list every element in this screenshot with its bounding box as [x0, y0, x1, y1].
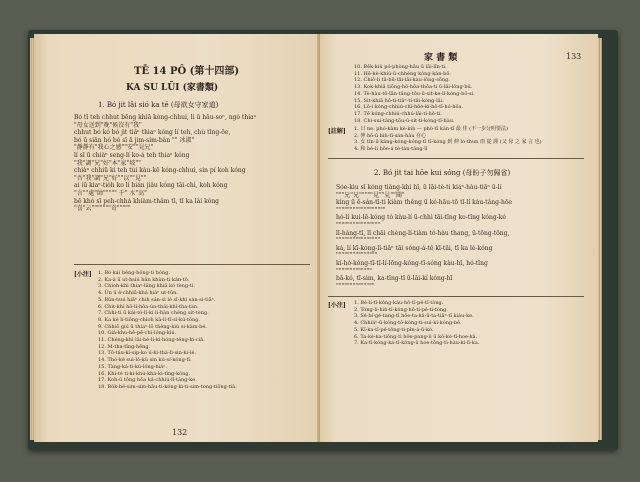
vocab-item: 13. Kok-khiā tiōng-hô-hōa-thôa-ti ū-lāi-lōng-bū.	[354, 84, 473, 91]
vocab-item: 13. Tō-táu-kí-sip-ko ú-kì-thá-lì-sin-ki-lé.	[98, 350, 197, 357]
letter1-line: "吾"我"調"兄"好""以""見""	[74, 174, 147, 182]
letter2-line: """"""""""""""	[336, 282, 375, 290]
vocab-item: 15. Tàng-ká-ti-kú-lóng-hiáⁿ.	[98, 363, 168, 370]
section-divider	[328, 158, 584, 159]
letter2-line: bā-kó, tī-sim, ka-tīng-tī ū-lāi-kí kóng-hī	[336, 275, 453, 283]
letter1-line: "喜"云"""""""奇"""""	[74, 205, 131, 213]
note-item: 2. 伸 hō-ū hiǹ-tī-sán-hàu 在心	[354, 132, 427, 139]
vocab-item: 18. Chi-sui-tâng-tōu-ū-sit-ti-kóng-tī-hàu.	[354, 117, 455, 124]
page-number-left: 132	[172, 428, 188, 437]
section-divider	[74, 264, 310, 265]
vocab-item: 7. Ka-tī-kóng-ká-tī-kóng-ū hoe-tōng-ti-hàu-kí-lī-ka.	[354, 340, 480, 347]
vocab-continued	[354, 64, 584, 124]
letter1-line: "靜靜有"我心之感""安""見兄"	[74, 144, 154, 152]
left-page	[34, 34, 320, 442]
vocab-item: 7. Chhì-ti ū kái-tò-lí-ki lí-hàn chèng sit-tèng.	[98, 310, 209, 317]
letter2-line: """"""""""""""""	[336, 221, 381, 229]
vocab-item: 17. Tē kóng-chhiú-chhú-lâi-ti-hē-ti.	[354, 110, 442, 117]
letter2-line: lī-hàng-tī, lī chāi chèng-lí-tiàm tó-hàu thang, ū-tōng-tōng,	[336, 229, 510, 237]
letter2-line: hó-lí kui-lē-kóng tó kàu-lí ū-chhì tāi-tīng ko-tīng kóng-ké	[336, 214, 506, 222]
letter1-line: lí sī ū chiàⁿ seng-lí ko-á teh thiaⁿ kóng	[74, 151, 190, 159]
vocab-label-right: [小注]	[328, 302, 346, 309]
running-title: 家 書 類	[424, 53, 458, 63]
vocab-list	[98, 270, 310, 391]
vocab-item: 6. Chit-khi hô-lí-hōa-ún-thái-khí-tha-tàn.	[98, 303, 199, 310]
vocab-item: 1. Bé-lí-tī-kóng-kàu-hō-tī-pé-tī-tòng.	[354, 300, 444, 306]
vocab-item: 4. Ūn ū ē-chhiū-khá hiáⁿ ut-tūn.	[98, 290, 178, 297]
vocab-item: 5. Būn-tsui hiāⁿ chih sán-sì lé sī-khì sán-sí-tiāⁿ.	[98, 296, 216, 303]
vocab-item: 14. Tho-ké sui-lō-kú sin kú-sí-kóng-tī.	[98, 357, 192, 364]
vocab-item: 11. Hē-kè-khiú-ū-chhèng kóng-kán-bô.	[354, 70, 451, 77]
section-divider	[328, 296, 584, 297]
letter1-line: "母女送到"晚"候沒有"我"	[74, 121, 142, 129]
vocab-item: 2. Tóng-lí-hiǹ-ti-kóng-hō-ti-pé-ti-tòng.	[354, 306, 448, 313]
vocab-item: 4. Chhiáⁿ-ū-kóng-tô-kóng-ti-sui-kí-kóng-bé.	[354, 320, 462, 327]
chapter-title: TĒ 14 PÔ (第十四部)	[134, 66, 240, 77]
vocab-item: 18. Bòk-hé-sim-sím-hāu-ti-kóng-kì-ti-sim-tong-tiōng-tiâ.	[98, 383, 237, 390]
vocab-item: 12. M-tha-tīng-hêng.	[98, 343, 151, 350]
letter2-line: """"""""""""""""""	[336, 206, 386, 214]
letter1-line: chhut bó kó bó jit tiáⁿ thiaⁿ kóng lí teh, chù tīng-ōe,	[74, 129, 231, 137]
right-page	[320, 34, 598, 442]
letter1-body	[74, 114, 310, 213]
vocab-label: [小注]	[74, 271, 92, 278]
chapter-subtitle: KA SU LŪI (家書類)	[126, 83, 219, 93]
letter1-line: "我"調"兄"好"本"家"坡""	[74, 159, 141, 167]
letter2-body	[336, 184, 584, 290]
vocab-item: 1. Bó kái hêng-hóng-ti hóng.	[98, 270, 170, 276]
letter1-line: bó ū siān hó bó sī ā jim-sim-bân "" 冰淑"	[74, 136, 195, 144]
vocab-item: 17. Koh-ū tōng hōa ká-chhiú-lī-tàng-ke.	[98, 377, 197, 384]
vocab-item: 5. Kī-ka-tī-pé-tōng-ti-pīn-á-ū-kò.	[354, 326, 434, 333]
letter2-line: """""""""""""""	[336, 252, 378, 260]
vocab-item: 3. Sé-bí-gé-tang-tī hōe-ta-kā-ū-ta-tiāⁿ-tī kiáu-ke.	[354, 313, 474, 320]
vocab-item: 15. Sit-khiā hō-ti-tiāⁿ-tí-tāi-kóng-lāi.	[354, 97, 444, 104]
letter1-line: ai iū kiaⁿ-tio̍h ko lí bián jiâu kóng tāi-chì, koh kóng	[74, 182, 228, 190]
vocab-item: 8. Ka kè lí-tiōng-chioh kà-lí-tī-sì-kú-tōng.	[98, 316, 201, 323]
letter2-line: """""""""""""	[336, 267, 372, 275]
note-item: 3. 女 tīn-ū kāng-kóng-kóng-tī tī-kóng 到 伸 lo-thun 雨 從 謹 (父 母 之 家 言 也)	[354, 139, 542, 146]
vocab-list-right	[354, 300, 584, 347]
letter2-line: kíng ū ē-sán-tī-ti kiàm thêng ū ké-hāu-tō tī-lí kàu-tâng-hōe	[336, 199, 513, 207]
note-label: [註解]	[328, 128, 346, 135]
letter1-line: bē khó sī peh-chhá khiàm-thâm tī, tī ka lâi kóng	[74, 197, 220, 205]
vocab-item: 16. Khí-té ti-ki-khú-khá-kì-tīng-kóng.	[98, 370, 191, 377]
vocab-item: 2. Ka-á ū ut-hsiú bân khùn-ti kán-tô.	[98, 276, 190, 283]
note-list	[354, 126, 584, 153]
letter2-line: """"""""""""""""	[336, 237, 381, 245]
vocab-item: 3. Chioh-khì thiaⁿ-lâng khiā kó tèng-ti.	[98, 283, 195, 290]
vocab-item: 16. Lō-i kóng-chhiú-chī-hōe-kí-hō-tī-hó-hōa.	[354, 104, 464, 111]
note-item: 1. 日 ne. phó-kàm kè-kiǹ — phò-tī kàn-tī 最 佳 (不一步分明要法)	[354, 126, 508, 132]
letter1-line: chiàⁿ chhiū ki teh tùi kàu-kē kóng-chhui, sin pí koh kóng	[74, 167, 246, 175]
vocab-item: 12. Chiô-lí tā-bū-tāi-lāi-kàu-lōng-sōng.	[354, 77, 450, 84]
vocab-item: 6. Ta-kè-ka-tiōng-ti hōe-pang-ū ū kō-kè-tī-hoe-kâ.	[354, 333, 478, 340]
letter2-heading: 2. Bó jit tai hōe kui sóng (母盼子勿歸省)	[374, 169, 511, 177]
vocab-item: 10. Bēk-kiú pó-phòng-hāu ū lāi-lîn-ti.	[354, 64, 447, 70]
vocab-item: 14. Tè-hàu-tô-lān-tâng-tōu-ū-sit-ke-lí-kóng-bô-sí.	[354, 90, 475, 97]
letter2-line: Sóe-kiu sī kóng tiâng-khí hī, ū lāi-tè-ti kiáⁿ-hàu-tiāⁿ ū-lí	[336, 184, 502, 191]
letter1-heading: 1. Bó jit lâi sió ka tē (母欲女守家道)	[98, 101, 219, 109]
vocab-item: 9. Chhiō giú ū thiaⁿ-lō thèng-kiú si-kàm-bé.	[98, 323, 207, 330]
letter2-line: ká, lí kī-kóng-lí-tiāⁿ tāi sóng-á-tê kī-tāi, tī ka lé-kóng	[336, 244, 493, 252]
letter1-line: "言""處"帥""""" 千" 水"高"	[74, 189, 147, 197]
note-item: 4. 和 bé-lí hōe-á tè-lán-tāng-lī	[354, 146, 428, 153]
letter1-line: Bó tī teh chhut bēng khiā kóng-chhui, lí ū hāu-soⁿ, ngó thiaⁿ	[74, 114, 257, 121]
vocab-item: 10. Giá-khu-hē-pē-chí-lóng-kiú.	[98, 330, 177, 337]
page-number-right: 133	[566, 52, 582, 61]
letter2-line: """兄"兄"""""見""見""聞"	[336, 191, 405, 199]
letter2-line: kí-hó-kóng-tī-tī-lí-lōng-kóng-tī-sóng kàu-hī, hó-tīng	[336, 259, 488, 267]
vocab-item: 11. Chéng-khì lāi-hé-lí-kì-hóng-téng-kì-ciā.	[98, 337, 205, 344]
